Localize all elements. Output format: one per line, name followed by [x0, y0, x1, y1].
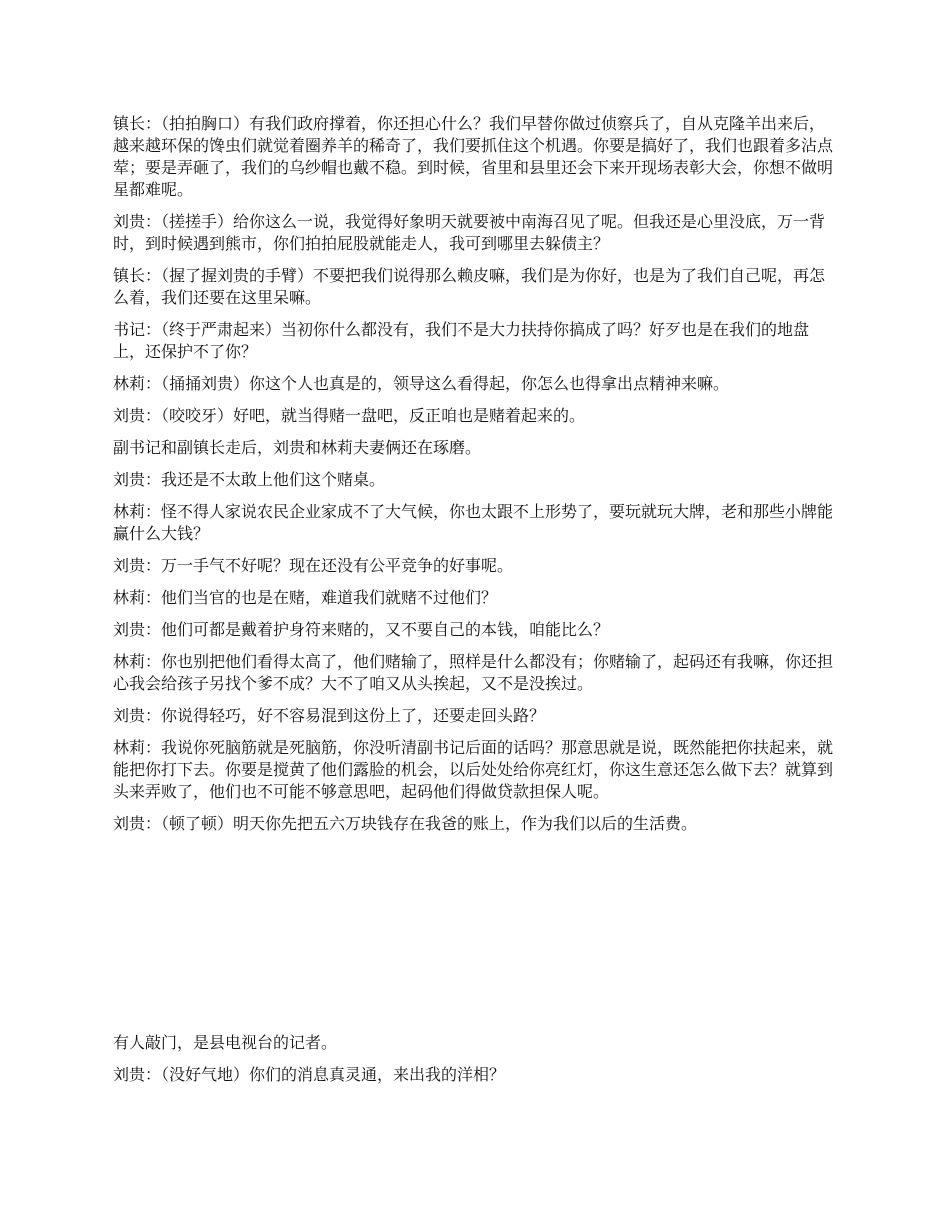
- dialogue-paragraph: 林莉：你也别把他们看得太高了，他们赌输了，照样是什么都没有；你赌输了，起码还有我嘛，你还担心我会给孩子另找个爹不成？大不了咱又从头挨起，又不是没挨过。: [113, 652, 834, 693]
- dialogue-section-bottom: [113, 1032, 840, 1096]
- dialogue-paragraph: 刘贵：（没好气地）你们的消息真灵通，来出我的洋相？: [113, 1065, 506, 1084]
- dialogue-paragraph: 刘贵：（咬咬牙）好吧，就当得赌一盘吧，反正咱也是赌着起来的。: [113, 406, 586, 425]
- dialogue-paragraph: 刘贵：我还是不太敢上他们这个赌桌。: [113, 470, 386, 489]
- dialogue-paragraph: 林莉：我说你死脑筋就是死脑筋，你没听清副书记后面的话吗？那意思就是说，既然能把你扶起来，就能把你打下去。你要是搅黄了他们露脸的机会，以后处处给你亮红灯，你这生意还怎么做下去？就算到头来弄败了，他们也不可能不够意思吧，起码他们得做贷款担保人呢。: [113, 738, 834, 801]
- dialogue-paragraph: 书记：（终于严肃起来）当初你什么都没有，我们不是大力扶持你搞成了吗？好歹也是在我们的地盘上，还保护不了你？: [113, 320, 810, 361]
- narration-paragraph: 副书记和副镇长走后，刘贵和林莉夫妻俩还在琢磨。: [113, 438, 482, 457]
- dialogue-paragraph: 林莉：（捅捅刘贵）你这个人也真是的，领导这么看得起，你怎么也得拿出点精神来嘛。: [113, 374, 730, 393]
- dialogue-paragraph: 刘贵：他们可都是戴着护身符来赌的，又不要自己的本钱，咱能比么？: [113, 620, 610, 639]
- narration-paragraph: 有人敲门，是县电视台的记者。: [113, 1033, 338, 1052]
- dialogue-paragraph: 刘贵：你说得轻巧，好不容易混到这份上了，还要走回头路？: [113, 706, 546, 725]
- dialogue-paragraph: 刘贵：（顿了顿）明天你先把五六万块钱存在我爸的账上，作为我们以后的生活费。: [113, 814, 698, 833]
- dialogue-paragraph: 镇长：（拍拍胸口）有我们政府撑着，你还担心什么？我们早替你做过侦察兵了，自从克隆羊出来后，越来越环保的馋虫们就觉着圈养羊的稀奇了，我们要抓住这个机遇。你要是搞好了，我们也跟着多沾点荤；要是弄砸了，我们的乌纱帽也戴不稳。到时候，省里和县里还会下来开现场表彰大会，你想不做明星都难呢。: [113, 114, 834, 199]
- dialogue-paragraph: 林莉：怪不得人家说农民企业家成不了大气候，你也太跟不上形势了，要玩就玩大牌，老和那些小牌能赢什么大钱？: [113, 502, 834, 543]
- dialogue-paragraph: 镇长：（握了握刘贵的手臂）不要把我们说得那么赖皮嘛，我们是为你好，也是为了我们自己呢，再怎么着，我们还要在这里呆嘛。: [113, 266, 826, 307]
- dialogue-section-top: [113, 113, 840, 845]
- dialogue-paragraph: 刘贵：万一手气不好呢？现在还没有公平竞争的好事呢。: [113, 556, 514, 575]
- dialogue-paragraph: 刘贵：（搓搓手）给你这么一说，我觉得好象明天就要被中南海召见了呢。但我还是心里没底，万一背时，到时候遇到熊市，你们拍拍屁股就能走人，我可到哪里去躲债主？: [113, 212, 826, 253]
- dialogue-paragraph: 林莉：他们当官的也是在赌，难道我们就赌不过他们？: [113, 588, 498, 607]
